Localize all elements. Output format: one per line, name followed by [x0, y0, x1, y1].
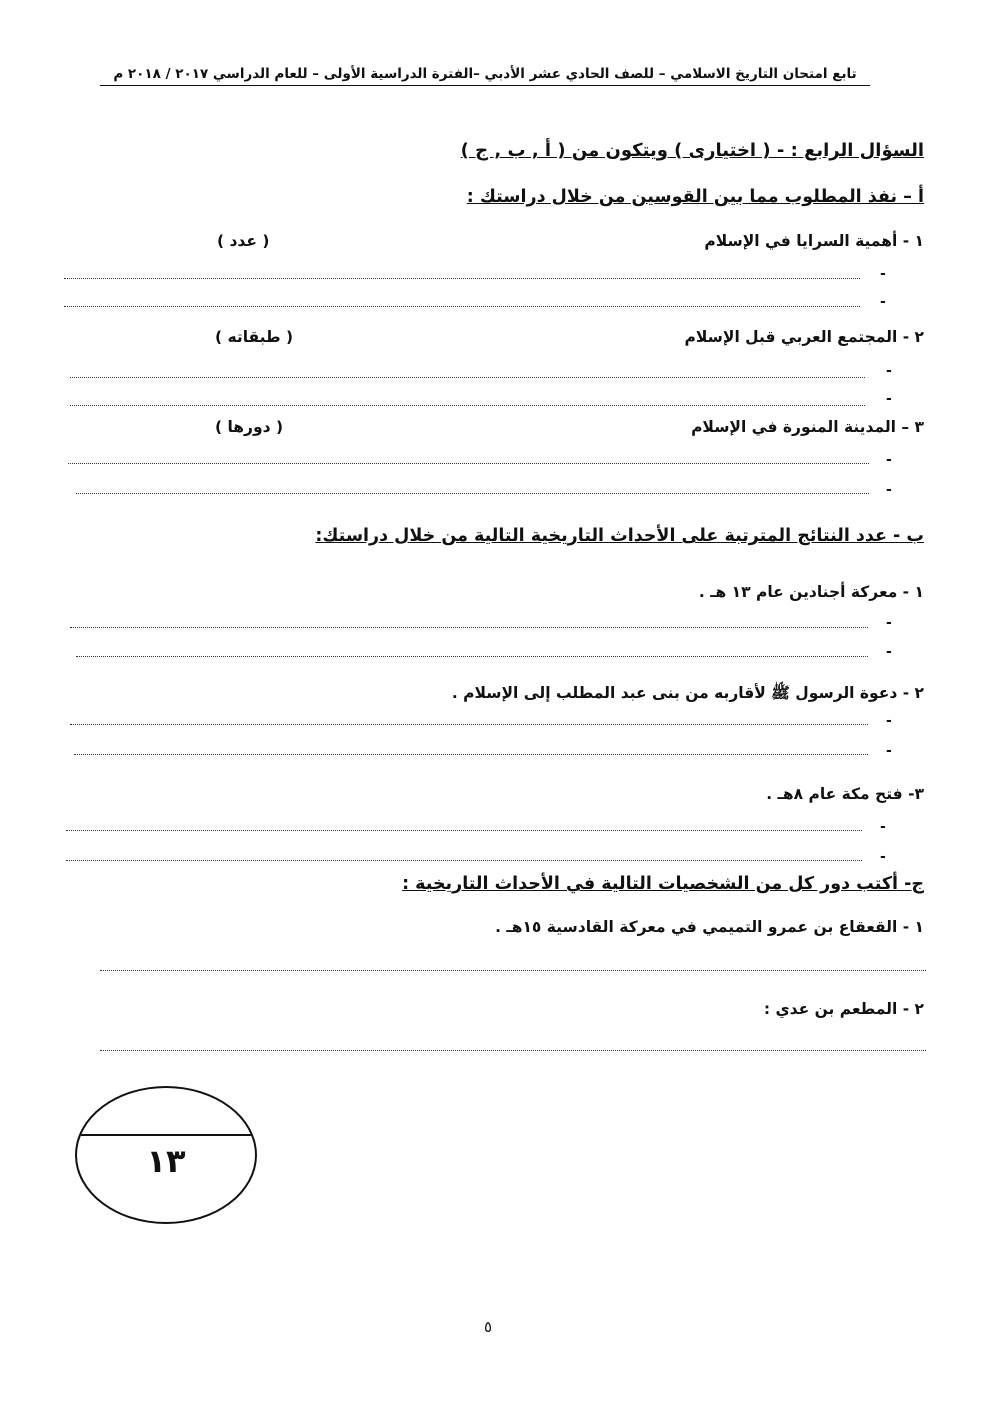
- section-b-title: ب - عدد النتائج المترتبة على الأحداث التاريخية التالية من خلال دراستك:: [315, 526, 924, 546]
- score-divider: [77, 1134, 255, 1136]
- page-number: ٥: [484, 1318, 493, 1336]
- answer-line[interactable]: [74, 754, 868, 755]
- answer-line[interactable]: [70, 377, 865, 378]
- answer-dash: -: [880, 266, 886, 282]
- answer-line[interactable]: [66, 860, 862, 861]
- answer-line[interactable]: [64, 306, 860, 307]
- answer-dash: -: [880, 819, 886, 835]
- section-c-title: ج- أكتب دور كل من الشخصيات التالية في الأحداث التاريخية :: [402, 874, 924, 894]
- answer-dash: -: [886, 363, 892, 379]
- answer-dash: -: [886, 713, 892, 729]
- answer-dash: -: [886, 391, 892, 407]
- section-a-item-2-hint: ( طبقاته ): [215, 328, 294, 346]
- answer-dash: -: [886, 482, 892, 498]
- answer-line[interactable]: [64, 278, 860, 279]
- section-a-item-3: ٣ – المدينة المنورة في الإسلام: [691, 418, 924, 436]
- answer-dash: -: [886, 743, 892, 759]
- section-a-item-1-hint: ( عدد ): [217, 232, 270, 250]
- answer-line[interactable]: [100, 970, 926, 971]
- section-a-item-3-hint: ( دورها ): [215, 418, 284, 436]
- section-b-item-1: ١ - معركة أجنادين عام ١٣ هـ .: [698, 583, 924, 601]
- answer-line[interactable]: [66, 830, 862, 831]
- section-c-item-2: ٢ - المطعم بن عدي :: [763, 1000, 924, 1018]
- exam-header: تابع امتحان التاريخ الاسلامي – للصف الحادي عشر الأدبي –الفترة الدراسية الأولى – للعام الدراسي ٢٠١٧ / ٢٠١٨ م: [100, 66, 870, 86]
- section-a-title: أ – نفذ المطلوب مما بين القوسين من خلال دراستك :: [466, 187, 924, 207]
- answer-line[interactable]: [68, 463, 869, 464]
- answer-dash: -: [886, 452, 892, 468]
- section-a-item-1: ١ - أهمية السرايا في الإسلام: [704, 232, 924, 250]
- answer-dash: -: [886, 615, 892, 631]
- score-circle: [75, 1086, 257, 1224]
- answer-line[interactable]: [76, 493, 869, 494]
- section-a-item-2: ٢ - المجتمع العربي قبل الإسلام: [684, 328, 924, 346]
- answer-line[interactable]: [70, 724, 868, 725]
- answer-dash: -: [880, 294, 886, 310]
- answer-line[interactable]: [70, 627, 868, 628]
- section-b-item-3: ٣- فتح مكة عام ٨هـ .: [766, 785, 924, 803]
- answer-dash: -: [886, 644, 892, 660]
- score-value: ١٣: [146, 1142, 186, 1180]
- answer-dash: -: [880, 849, 886, 865]
- answer-line[interactable]: [76, 656, 868, 657]
- answer-line[interactable]: [100, 1050, 926, 1051]
- section-c-item-1: ١ - القعقاع بن عمرو التميمي في معركة القادسية ١٥هـ .: [495, 918, 924, 936]
- section-b-item-2: ٢ - دعوة الرسول ﷺ لأقاربه من بنى عبد المطلب إلى الإسلام .: [451, 684, 924, 702]
- answer-line[interactable]: [70, 405, 865, 406]
- question-title: السؤال الرابع : - ( اختيارى ) ويتكون من ( أ , ب , ج ): [460, 140, 924, 161]
